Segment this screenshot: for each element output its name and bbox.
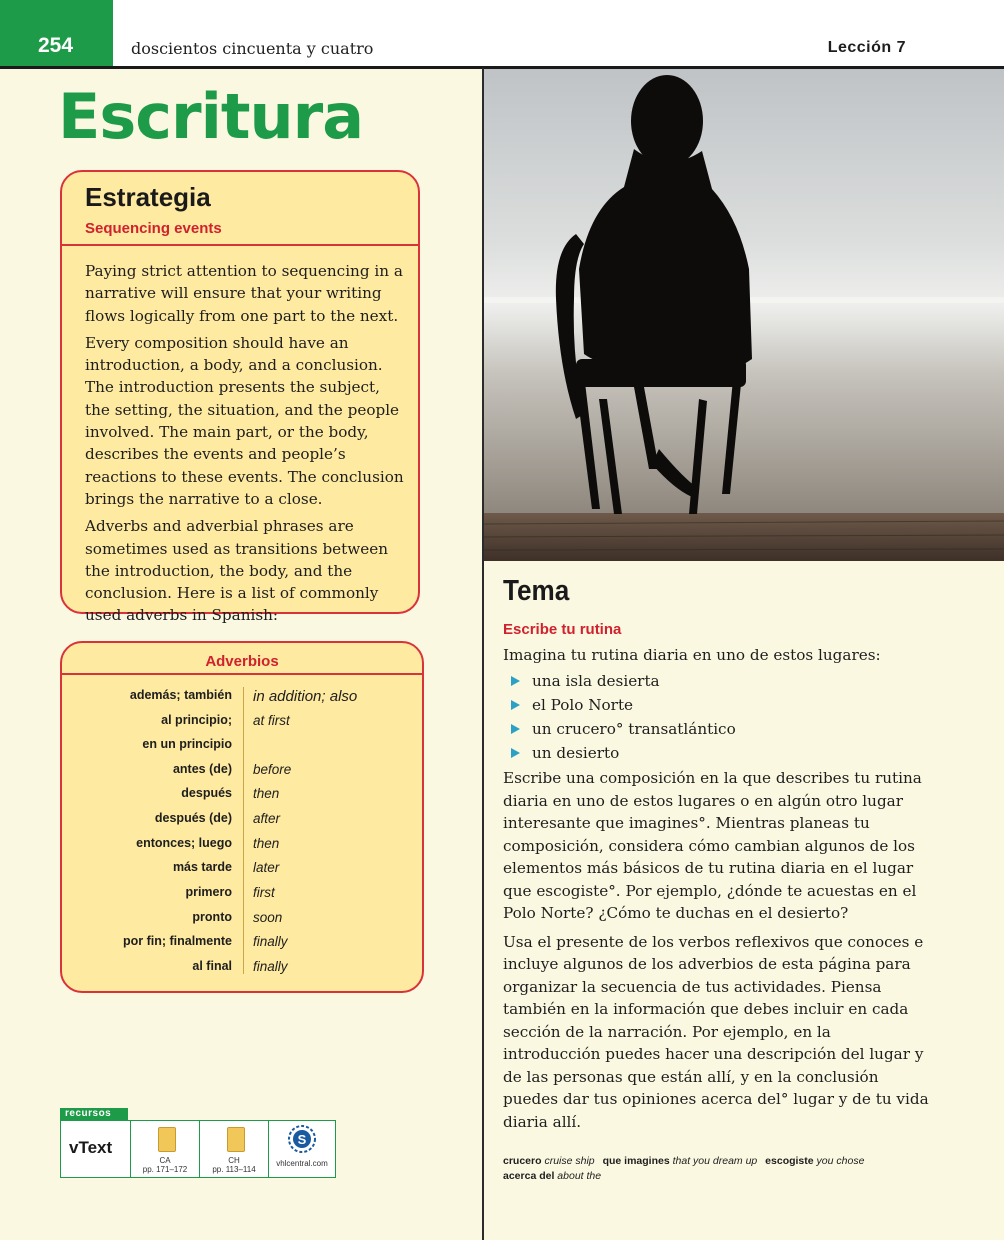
- strategy-body: [85, 260, 407, 632]
- website-label: vhlcentral.com: [276, 1159, 328, 1168]
- adverb-spanish: entonces; luego: [136, 836, 232, 850]
- ca-pages: pp. 171–172: [142, 1165, 188, 1174]
- adverb-english: first: [253, 885, 275, 900]
- adverb-row: [62, 688, 422, 712]
- adverbs-rule: [62, 673, 422, 675]
- ch-workbook-link[interactable]: [200, 1121, 269, 1177]
- triangle-bullet-icon: [511, 748, 520, 758]
- adverb-spanish: por fin; finalmente: [122, 934, 232, 948]
- page-number-words: doscientos cincuenta y cuatro: [131, 39, 374, 58]
- list-item: [511, 694, 736, 718]
- lesson-label: Lección 7: [827, 39, 906, 56]
- adverbs-title: Adverbios: [205, 653, 279, 670]
- adverb-english: soon: [253, 910, 283, 925]
- strategy-box: [60, 170, 420, 625]
- list-item: [511, 742, 736, 766]
- list-item: [511, 670, 736, 694]
- adverb-spanish: primero: [185, 885, 232, 899]
- supersite-letter: S: [297, 1132, 307, 1147]
- book-icon: [227, 1127, 245, 1152]
- triangle-bullet-icon: [511, 676, 520, 686]
- book-icon: [158, 1127, 176, 1152]
- adverb-english: then: [253, 836, 280, 851]
- adverb-row: [62, 786, 422, 810]
- list-item-text: el Polo Norte: [532, 696, 634, 714]
- adverb-row: [62, 811, 422, 835]
- tema-body: [503, 767, 933, 1139]
- adverb-spanish: además; también: [129, 688, 232, 702]
- adverb-row: [62, 910, 422, 934]
- adverb-spanish: en un principio: [142, 737, 232, 751]
- adverb-row: [62, 836, 422, 860]
- strategy-title: Estrategia: [85, 182, 211, 212]
- tema-title: Tema: [503, 575, 570, 607]
- glossary-definition: you chose: [816, 1155, 865, 1167]
- adverb-english: in addition; also: [253, 688, 358, 705]
- adverb-row: [62, 713, 422, 737]
- adverb-row: [62, 737, 422, 761]
- adverb-spanish: después (de): [154, 811, 232, 825]
- adverb-english: finally: [253, 959, 288, 974]
- strategy-paragraph: Paying strict attention to sequencing in a narrative will ensure that your writing flows logically from one part to the next.: [85, 262, 403, 325]
- adverb-english: at first: [253, 713, 290, 728]
- glossary-term: crucero: [503, 1155, 542, 1167]
- ch-pages: pp. 113–114: [212, 1165, 256, 1174]
- vtext-link[interactable]: [61, 1121, 131, 1177]
- adverb-spanish: más tarde: [172, 860, 232, 874]
- adverb-spanish: al principio;: [161, 713, 232, 727]
- vtext-logo: vText: [69, 1138, 113, 1157]
- strategy-paragraph: Every composition should have an introduction, a body, and a conclusion. The introduction presents the subject, the setting, the situation, and the people involved. The main part, or the body, describes the events and people’s reactions to these events. The conclusion brings the narrative to a close.: [85, 333, 404, 508]
- adverb-spanish: antes (de): [172, 762, 232, 776]
- tema-intro: Imagina tu rutina diaria en uno de estos lugares:: [503, 646, 881, 664]
- ca-workbook-link[interactable]: [131, 1121, 200, 1177]
- page-title: Escritura: [58, 80, 364, 153]
- strategy-subtitle: Sequencing events: [85, 220, 222, 237]
- website-link[interactable]: [269, 1121, 335, 1177]
- list-item-text: un desierto: [532, 744, 620, 762]
- glossary-definition: about the: [557, 1170, 602, 1182]
- page-header: [0, 0, 1004, 68]
- glossary: [503, 1154, 923, 1184]
- adverb-row: [62, 885, 422, 909]
- resources-row: [60, 1120, 336, 1178]
- silhouette-photo: [484, 69, 1004, 561]
- adverb-english: later: [253, 860, 280, 875]
- adverb-spanish: al final: [192, 959, 232, 973]
- list-item: [511, 718, 736, 742]
- tema-paragraph: Usa el presente de los verbos reflexivos que conoces e incluye algunos de los adverbios de esta página para organizar la secuencia de tus actividades. Piensa también en la información que debes incluir en cada sección de la narración. Por ejemplo, en la introducción puedes hacer una descripción del lugar y de las personas que están allí, y en la conclusión puedes dar tus opiniones acerca del° lugar y de tu vida diaria allí.: [503, 932, 929, 1131]
- adverb-row: [62, 959, 422, 983]
- list-item-text: una isla desierta: [532, 672, 660, 690]
- glossary-definition: that you dream up: [672, 1155, 758, 1167]
- adverb-spanish: pronto: [192, 910, 232, 924]
- ch-label: CH: [228, 1156, 240, 1165]
- tema-subtitle: Escribe tu rutina: [503, 621, 622, 638]
- ca-label: CA: [159, 1156, 171, 1165]
- strategy-rule: [62, 244, 418, 246]
- location-list: [511, 670, 736, 766]
- strategy-paragraph: Adverbs and adverbial phrases are sometimes used as transitions between the introduction, the body, and the conclusion. Here is a list of commonly used adverbs in Spanish:: [85, 517, 389, 625]
- adverb-english: after: [253, 811, 281, 826]
- glossary-term: escogiste: [765, 1155, 814, 1167]
- tema-paragraph: Escribe una composición en la que describes tu rutina diaria en uno de estos lugares o en algún otro lugar interesante que imagines°. Mientras planeas tu composición, considera cómo cambian algunos de los elementos más básicos de tu rutina diaria en el lugar que escogiste°. Por ejemplo, ¿dónde te acuestas en el Polo Norte? ¿Cómo te duchas en el desierto?: [503, 769, 922, 922]
- resources-label: recursos: [60, 1108, 128, 1120]
- adverb-row: [62, 860, 422, 884]
- page-number: 254: [0, 0, 113, 68]
- adverb-spanish: después: [181, 786, 232, 800]
- triangle-bullet-icon: [511, 724, 520, 734]
- triangle-bullet-icon: [511, 700, 520, 710]
- glossary-definition: cruise ship: [544, 1155, 595, 1167]
- adverb-english: then: [253, 786, 280, 801]
- glossary-term: que imagines: [602, 1155, 670, 1167]
- adverbs-box: [60, 641, 424, 993]
- adverb-row: [62, 934, 422, 958]
- adverb-english: before: [253, 762, 292, 777]
- adverb-row: [62, 762, 422, 786]
- supersite-icon: [287, 1124, 317, 1154]
- list-item-text: un crucero° transatlántico: [532, 720, 736, 738]
- adverb-english: finally: [253, 934, 288, 949]
- glossary-term: acerca del: [503, 1170, 555, 1182]
